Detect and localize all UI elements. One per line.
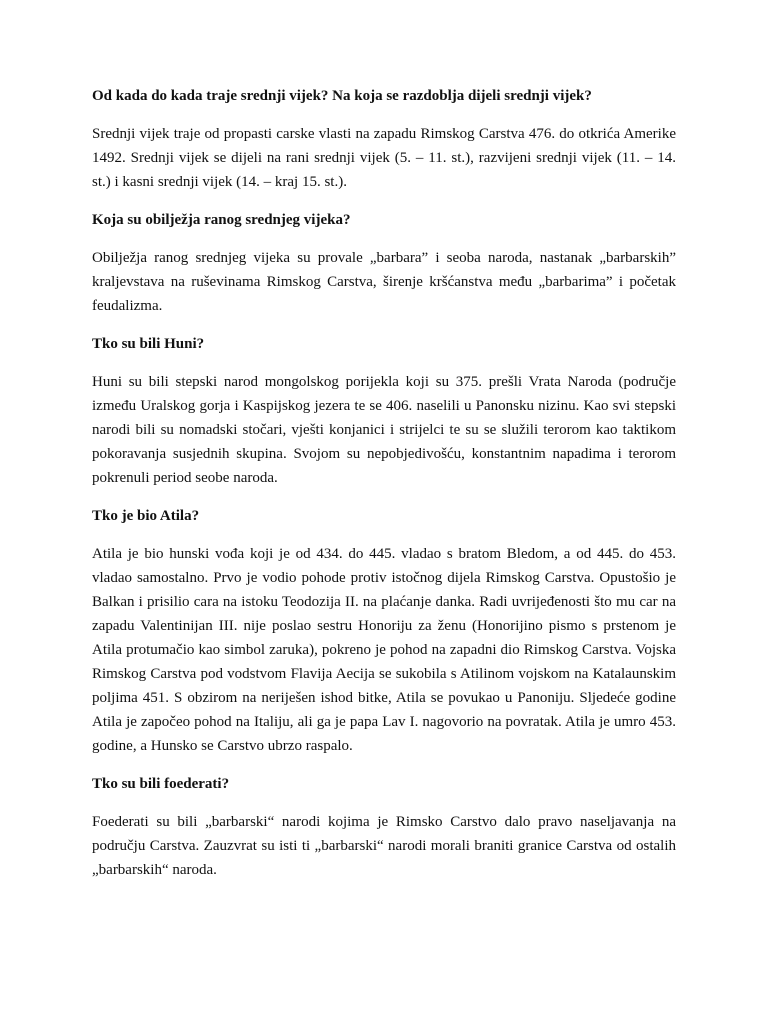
question-heading: Tko je bio Atila?: [92, 508, 200, 524]
question-heading: Tko su bili foederati?: [92, 776, 230, 792]
answer-paragraph: Huni su bili stepski narod mongolskog porijekla koji su 375. prešli Vrata Naroda (područje između Uralskog gorja i Kaspijskog jezera te se 406. naselili u Panonsku nizinu. Kao svi stepski narodi bili su nomadski stočari, vješti konjanici i strijelci te su se služili terorom kao taktikom pokoravanja susjednih skupina. Svojom su nepobjedivošću, konstantnim napadima i terorom pokrenuli period seobe naroda.: [92, 374, 676, 486]
answer-paragraph: Atila je bio hunski vođa koji je od 434. do 445. vladao s bratom Bledom, a od 445. do 453. vladao samostalno. Prvo je vodio pohode protiv istočnog dijela Rimskog Carstva. Opustošio je Balkan i prisilio cara na istoku Teodozija II. na plaćanje danka. Radi uvrijeđenosti što mu car na zapadu Valentinijan III. nije poslao sestru Honoriju za ženu (Honorijino pismo s prstenom je Atila protumačio kao simbol zaruka), pokreno je pohod na zapadni dio Rimskog Carstva. Vojska Rimskog Carstva pod vodstvom Flavija Aecija se sukobila s Atilinom vojskom na Katalaunskim poljima 451. S obzirom na neriješen ishod bitke, Atila se povukao u Panoniju. Sljedeće godine Atila je započeo pohod na Italiju, ali ga je papa Lav I. nagovorio na povratak. Atila je umro 453. godine, a Hunsko se Carstvo ubrzo raspalo.: [92, 546, 676, 754]
answer-paragraph: Obilježja ranog srednjeg vijeka su provale „barbara” i seoba naroda, nastanak „barbarskih” kraljevstava na ruševinama Rimskog Carstva, širenje kršćanstva među „barbarima” i početak feudalizma.: [92, 250, 676, 314]
question-heading: Koja su obilježja ranog srednjeg vijeka?: [92, 212, 351, 228]
answer-paragraph: Foederati su bili „barbarski“ narodi kojima je Rimsko Carstvo dalo pravo naseljavanja na području Carstva. Zauzvrat su isti ti „barbarski“ narodi morali braniti granice Carstva od ostalih „barbarskih“ naroda.: [92, 814, 676, 878]
question-heading: Tko su bili Huni?: [92, 336, 205, 352]
document-page: [92, 84, 676, 896]
answer-paragraph: Srednji vijek traje od propasti carske vlasti na zapadu Rimskog Carstva 476. do otkrića Amerike 1492. Srednji vijek se dijeli na rani srednji vijek (5. – 11. st.), razvijeni srednji vijek (11. – 14. st.) i kasni srednji vijek (14. – kraj 15. st.).: [92, 126, 676, 190]
question-heading: Od kada do kada traje srednji vijek? Na koja se razdoblja dijeli srednji vijek?: [92, 88, 592, 104]
